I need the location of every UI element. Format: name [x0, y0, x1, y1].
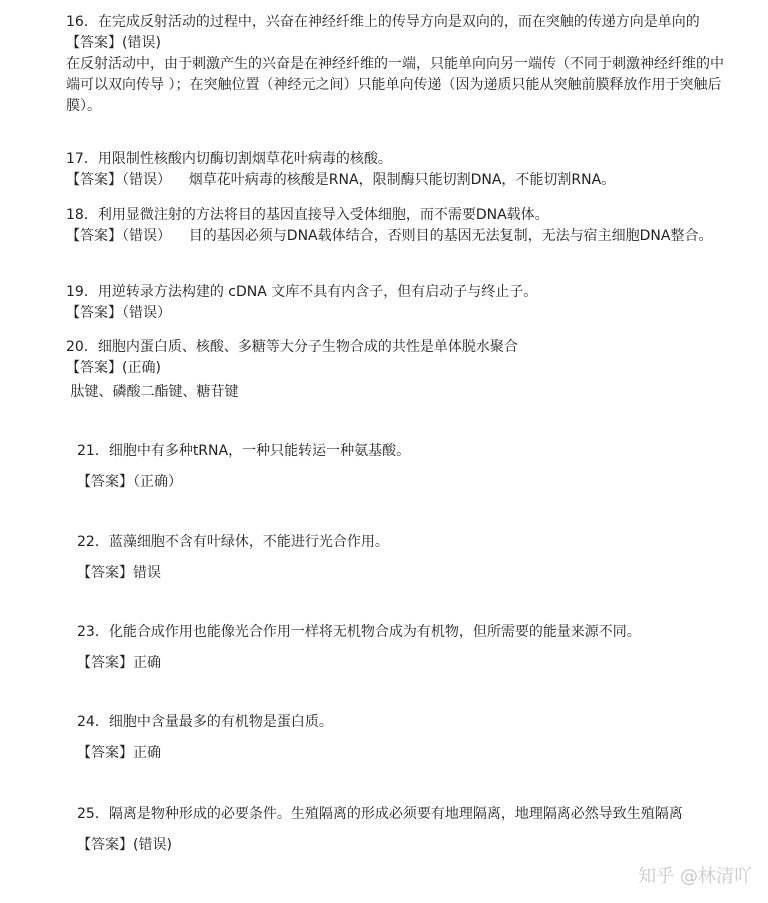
question-statement: 22．蓝藻细胞不含有叶绿休，不能进行光合作用。	[77, 534, 389, 550]
answer-label: 【答案】（正确）	[77, 474, 182, 490]
watermark: 知乎 @林清吖	[638, 866, 752, 887]
answer-label: 【答案】正确	[77, 745, 161, 761]
answer-explanation: 肽键、磷酸二酯键、糖苷键	[66, 384, 239, 400]
question-statement: 18．利用显微注射的方法将目的基因直接导入受体细胞，而不需要DNA载体。	[66, 207, 549, 223]
question-21	[77, 441, 737, 493]
answer-label: 【答案】正确	[77, 655, 161, 671]
answer-label: 【答案】（错误） 烟草花叶病毒的核酸是RNA，限制酶只能切割DNA，不能切割RNA。	[66, 172, 616, 188]
answer-label: 【答案】(错误)	[66, 35, 161, 51]
question-16	[66, 12, 736, 117]
question-statement: 17．用限制性核酸内切酶切割烟草花叶病毒的核酸。	[66, 151, 392, 167]
question-statement: 20．细胞内蛋白质、核酸、多糖等大分子生物合成的共性是单体脱水聚合	[66, 339, 518, 355]
answer-label: 【答案】(错误)	[77, 837, 172, 853]
question-24	[77, 712, 737, 764]
question-statement: 25．隔离是物种形成的必要条件。生殖隔离的形成必须要有地理隔离，地理隔离必然导致生殖隔离	[77, 806, 683, 822]
question-23	[77, 622, 737, 674]
answer-label: 【答案】（错误） 目的基因必须与DNA载体结合，否则目的基因无法复制，无法与宿主细胞DNA整合。	[66, 228, 713, 244]
answer-label: 【答案】(正确)	[66, 360, 161, 376]
question-20	[66, 337, 736, 403]
question-statement: 24．细胞中含量最多的有机物是蛋白质。	[77, 714, 333, 730]
question-statement: 23．化能合成作用也能像光合作用一样将无机物合成为有机物，但所需要的能量来源不同。	[77, 624, 641, 640]
question-25	[77, 801, 727, 856]
answer-label: 【答案】错误	[77, 565, 161, 581]
answer-explanation: 在反射活动中，由于刺激产生的兴奋是在神经纤维的一端，只能单向向另一端传（不同于刺激神经纤维的中端可以双向传导 ）；在突触位置（神经元之间）只能单向传递（因为递质只能从突触前膜释放作用于突触后膜）。	[66, 56, 724, 114]
question-22	[77, 532, 737, 584]
question-statement: 16．在完成反射活动的过程中，兴奋在神经纤维上的传导方向是双向的，而在突触的传递方向是单向的	[66, 14, 700, 30]
question-18	[66, 205, 736, 247]
question-statement: 21．细胞中有多种tRNA，一种只能转运一种氨基酸。	[77, 443, 411, 459]
question-19	[66, 282, 736, 324]
question-17	[66, 149, 736, 191]
question-statement: 19．用逆转录方法构建的 cDNA 文库不具有内含子，但有启动子与终止子。	[66, 284, 538, 300]
answer-label: 【答案】（错误）	[66, 305, 171, 321]
